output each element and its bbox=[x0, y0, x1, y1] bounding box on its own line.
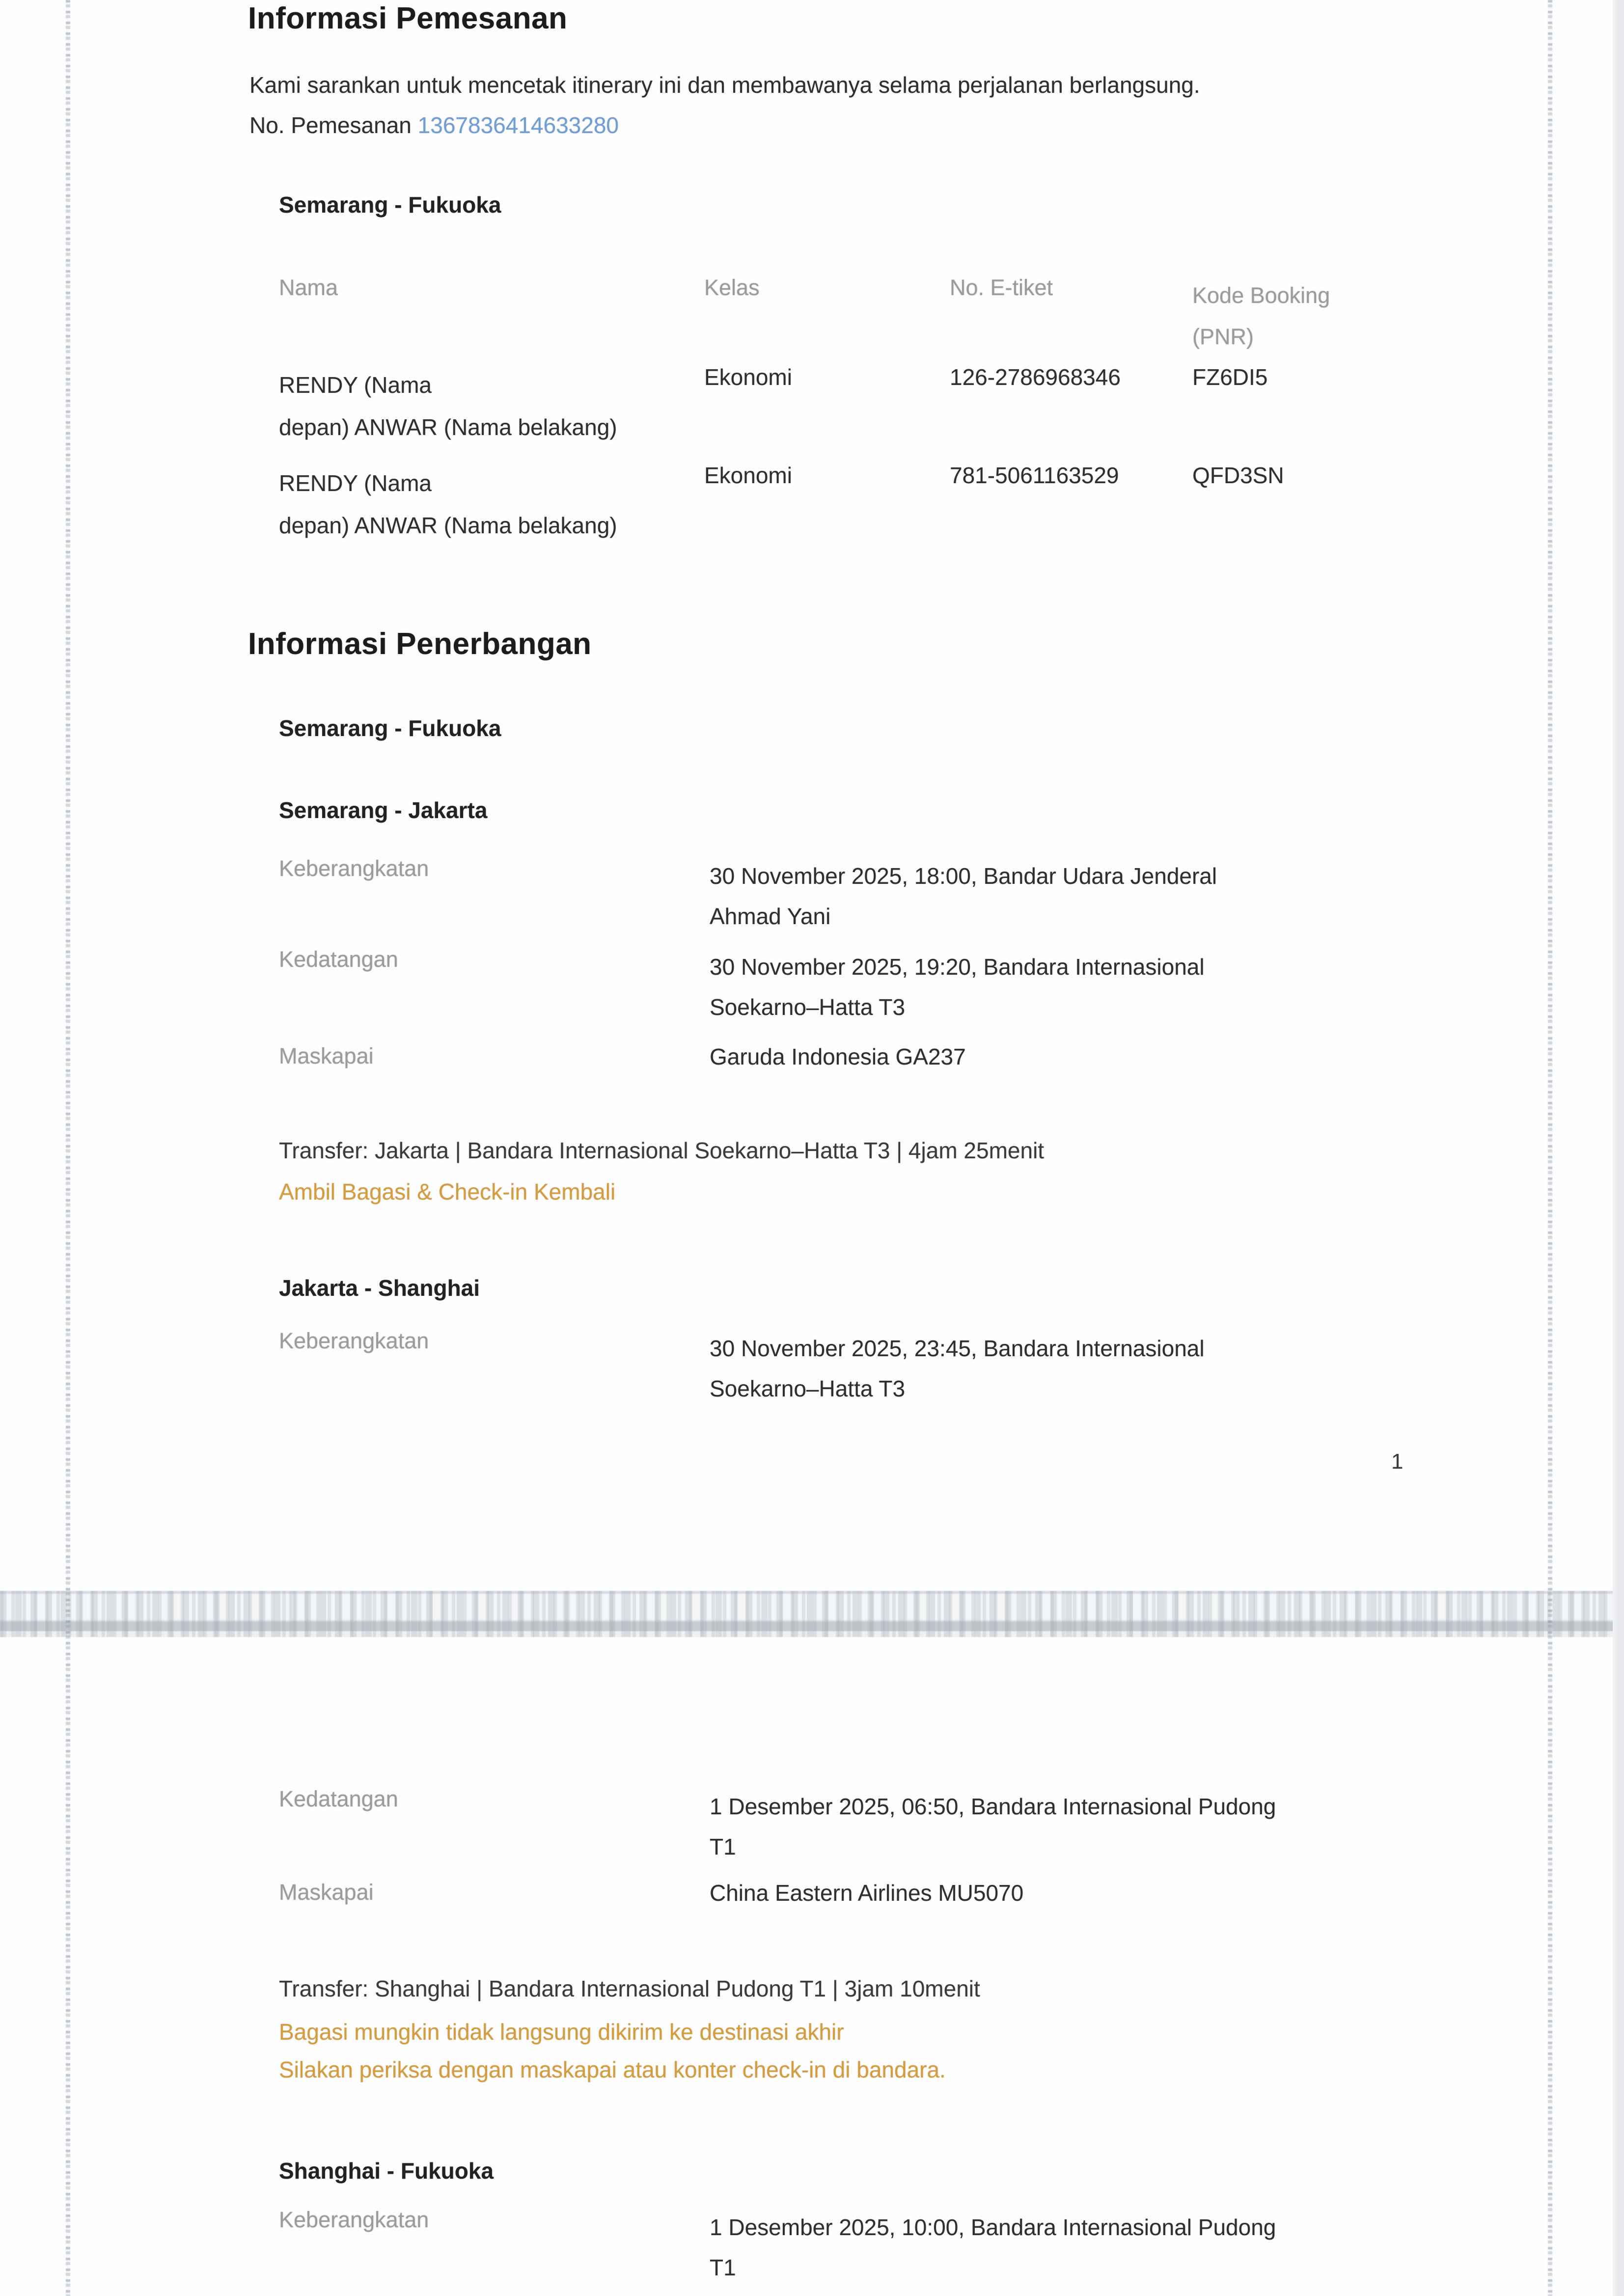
detail-value-departure bbox=[710, 1328, 1377, 1409]
print-advice-note: Kami sarankan untuk mencetak itinerary ini dan membawanya selama perjalanan berlangsung. bbox=[249, 72, 1200, 98]
detail-label-departure: Keberangkatan bbox=[279, 856, 429, 881]
detail-label-arrival: Kedatangan bbox=[279, 1786, 398, 1811]
detail-value-arrival bbox=[710, 947, 1377, 1027]
detail-value-line1: 1 Desember 2025, 06:50, Bandara Internasional Pudong bbox=[710, 1794, 1276, 1819]
segment-title-shanghai-fukuoka: Shanghai - Fukuoka bbox=[279, 2158, 494, 2184]
detail-value-line1: 30 November 2025, 23:45, Bandara Internasional bbox=[710, 1336, 1205, 1361]
transfer-note-jakarta: Transfer: Jakarta | Bandara Internasional Soekarno–Hatta T3 | 4jam 25menit bbox=[279, 1138, 1045, 1163]
transfer-warning-baggage: Bagasi mungkin tidak langsung dikirim ke destinasi akhir bbox=[279, 2019, 844, 2045]
scan-left-edge-line bbox=[66, 0, 70, 2296]
detail-value-departure bbox=[710, 856, 1377, 936]
flight-route-title: Semarang - Fukuoka bbox=[279, 715, 501, 741]
detail-label-arrival: Kedatangan bbox=[279, 947, 398, 972]
passenger-name-line1: RENDY (Nama bbox=[279, 470, 432, 496]
table-header-name: Nama bbox=[279, 275, 338, 300]
detail-value-line2: Soekarno–Hatta T3 bbox=[710, 1376, 906, 1401]
detail-value-arrival bbox=[710, 1786, 1427, 1867]
booking-number-link[interactable]: 1367836414633280 bbox=[417, 112, 619, 138]
detail-value-line1: 30 November 2025, 19:20, Bandara Internasional bbox=[710, 954, 1205, 980]
scan-right-margin bbox=[1613, 0, 1624, 2296]
detail-value-line2: Ahmad Yani bbox=[710, 903, 831, 929]
detail-value-line2-partial: T1 bbox=[710, 2255, 736, 2280]
detail-value-line2: Soekarno–Hatta T3 bbox=[710, 994, 906, 1020]
detail-label-airline: Maskapai bbox=[279, 1043, 374, 1068]
transfer-warning-counter: Silakan periksa dengan maskapai atau konter check-in di bandara. bbox=[279, 2057, 946, 2082]
passenger-name-line2: depan) ANWAR (Nama belakang) bbox=[279, 513, 617, 538]
detail-value-line1: 30 November 2025, 18:00, Bandar Udara Jenderal bbox=[710, 863, 1217, 889]
table-header-pnr bbox=[1192, 275, 1418, 357]
page-break-scan-band bbox=[0, 1591, 1624, 1637]
flight-info-title: Informasi Penerbangan bbox=[248, 627, 592, 661]
segment-title-jakarta-shanghai: Jakarta - Shanghai bbox=[279, 1275, 480, 1301]
table-header-pnr-line2: (PNR) bbox=[1192, 324, 1254, 349]
booking-number-label: No. Pemesanan bbox=[249, 112, 412, 138]
passenger-class: Ekonomi bbox=[704, 364, 792, 390]
booking-info-title: Informasi Pemesanan bbox=[248, 1, 568, 35]
passenger-name-line2: depan) ANWAR (Nama belakang) bbox=[279, 414, 617, 440]
booking-number-line bbox=[249, 112, 619, 138]
detail-label-airline: Maskapai bbox=[279, 1880, 374, 1905]
detail-label-departure: Keberangkatan bbox=[279, 2207, 429, 2232]
table-header-eticket: No. E-tiket bbox=[950, 275, 1053, 300]
table-header-class: Kelas bbox=[704, 275, 760, 300]
transfer-note-shanghai: Transfer: Shanghai | Bandara Internasional Pudong T1 | 3jam 10menit bbox=[279, 1976, 980, 2001]
detail-value-line1: 1 Desember 2025, 10:00, Bandara Internasional Pudong bbox=[710, 2214, 1276, 2240]
detail-value-airline: Garuda Indonesia GA237 bbox=[710, 1044, 966, 1069]
detail-value-airline: China Eastern Airlines MU5070 bbox=[710, 1880, 1024, 1906]
passenger-eticket: 126-2786968346 bbox=[950, 364, 1121, 390]
table-header-pnr-line1: Kode Booking bbox=[1192, 283, 1330, 308]
passenger-name-line1: RENDY (Nama bbox=[279, 372, 432, 398]
detail-value-line2: T1 bbox=[710, 1834, 736, 1859]
passenger-pnr: FZ6DI5 bbox=[1192, 364, 1268, 390]
passenger-name bbox=[279, 462, 721, 547]
passenger-name bbox=[279, 364, 721, 448]
detail-value-departure-clipped bbox=[710, 2207, 1427, 2280]
segment-title-semarang-jakarta: Semarang - Jakarta bbox=[279, 797, 488, 823]
passenger-pnr: QFD3SN bbox=[1192, 463, 1284, 488]
booking-route-title: Semarang - Fukuoka bbox=[279, 192, 501, 218]
passenger-class: Ekonomi bbox=[704, 463, 792, 488]
detail-label-departure: Keberangkatan bbox=[279, 1328, 429, 1353]
scan-right-edge-line bbox=[1548, 0, 1552, 2296]
passenger-eticket: 781-5061163529 bbox=[950, 463, 1119, 488]
page-number: 1 bbox=[1391, 1449, 1404, 1474]
transfer-warning-baggage-checkin: Ambil Bagasi & Check-in Kembali bbox=[279, 1179, 616, 1204]
